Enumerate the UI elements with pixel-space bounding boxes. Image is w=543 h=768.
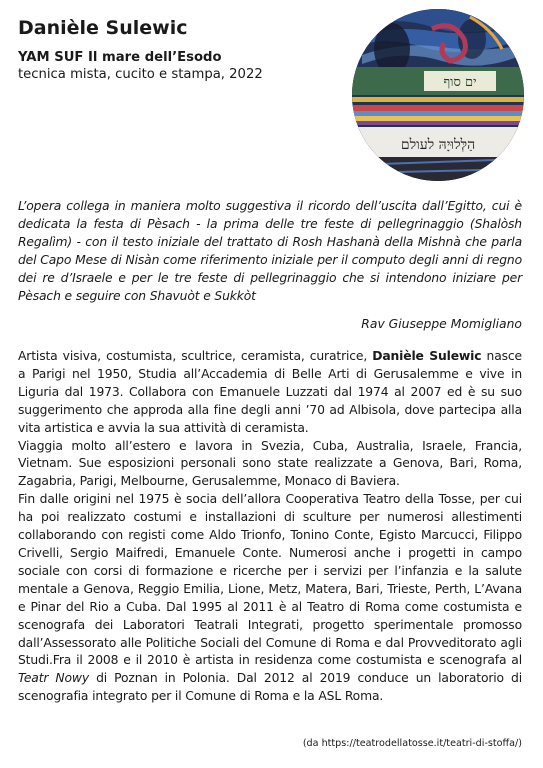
bio-text: Artista visiva, costumista, scultrice, ceramista, curatrice, — [18, 349, 373, 363]
artwork-technique: tecnica mista, cucito e stampa, 2022 — [18, 67, 263, 82]
bio-text: nasce a Parigi nel 1950, Studia all’Accademia di Belle Arti di Gerusalemme e vive in Liguria dal 1973. Collabora con Emanuele Luzzati dal 1974 al 2007 ed è su suo suggerimento che approda alla fine degli anni ’70 ad Albisola, dove partecipa alla vita artistica e avvia la sua attività di ceramista. — [18, 349, 522, 435]
bio-artist-name: Danièle Sulewic — [372, 349, 482, 363]
bio-text: di Poznan in Polonia. Dal 2012 al 2019 conduce un laboratorio di scenografia integrato per il Comune di Roma e la ASL Roma. — [18, 671, 523, 704]
artist-name: Danièle Sulewic — [18, 17, 188, 39]
bio-paragraph-1 — [18, 348, 522, 438]
bio-theatre-name: Teatr Nowy — [18, 671, 90, 686]
bio-paragraph-3 — [18, 491, 522, 706]
bio-text: Fin dalle origini nel 1975 è socia dell’allora Cooperativa Teatro della Tosse, per cui ha poi realizzato costumi e installazioni di sculture per numerosi allestimenti collaborando con registi come Aldo Trionfo, Tonino Conte, Egisto Marcucci, Filippo Crivelli, Sergio Maifredi, Emanuele Conte. Numerosi anche i progetti in campo sociale con corsi di formazione e ricerche per i servizi per l’infanzia e la salute mentale a Genova, Reggio Emilia, Lione, Metz, Matera, Bari, Trieste, Perth, L’Avana e Pinar del Rio a Cuba. Dal 1995 al 2011 è al Teatro di Roma come costumista e scenografa dei Laboratori Teatrali Integrati, progetto sperimentale promosso dall’Assessorato alle Politiche Sociali del Comune di Roma e dal Provveditorato agli Studi.Fra il 2008 e il 2010 è artista in residenza come costumista e scenografa al — [18, 492, 522, 668]
artwork-quote: L’opera collega in maniera molto suggestiva il ricordo dell’uscita dall’Egitto, cui è dedicata la festa di Pèsach - la prima delle tre feste di pellegrinaggio (Shalòsh Regalìm) - con il testo iniziale del trattato di Rosh Hashanà della Mishnà che parla del Capo Mese di Nisàn come riferimento iniziale per il computo degli anni di regno dei re d’Israele e per le tre feste di pellegrinaggio che si intendono iniziare per Pèsach e seguire con Shavuòt e Sukkòt — [18, 199, 522, 304]
artwork-title: YAM SUF Il mare dell’Esodo — [18, 50, 222, 65]
source-credit: (da https://teatrodellatosse.it/teatri-di-stoffa/) — [302, 738, 522, 749]
artwork-header — [18, 16, 348, 83]
artwork-hebrew-top: ים סוף — [443, 75, 477, 90]
artwork-hebrew-bottom: הַלְּלוּיָהּ לעולם — [400, 137, 476, 153]
quote-author: Rav Giuseppe Momigliano — [361, 317, 522, 331]
bio-paragraph-2: Viaggia molto all’estero e lavora in Svezia, Cuba, Australia, Israele, Francia, Vietnam. Sue esposizioni personali sono state realizzate a Genova, Bari, Roma, Zagabria, Parigi, Melbourne, Gerusalemme, Monaco di Baviera. — [18, 438, 522, 489]
artist-biography — [18, 348, 522, 706]
artwork-photo — [352, 9, 524, 181]
